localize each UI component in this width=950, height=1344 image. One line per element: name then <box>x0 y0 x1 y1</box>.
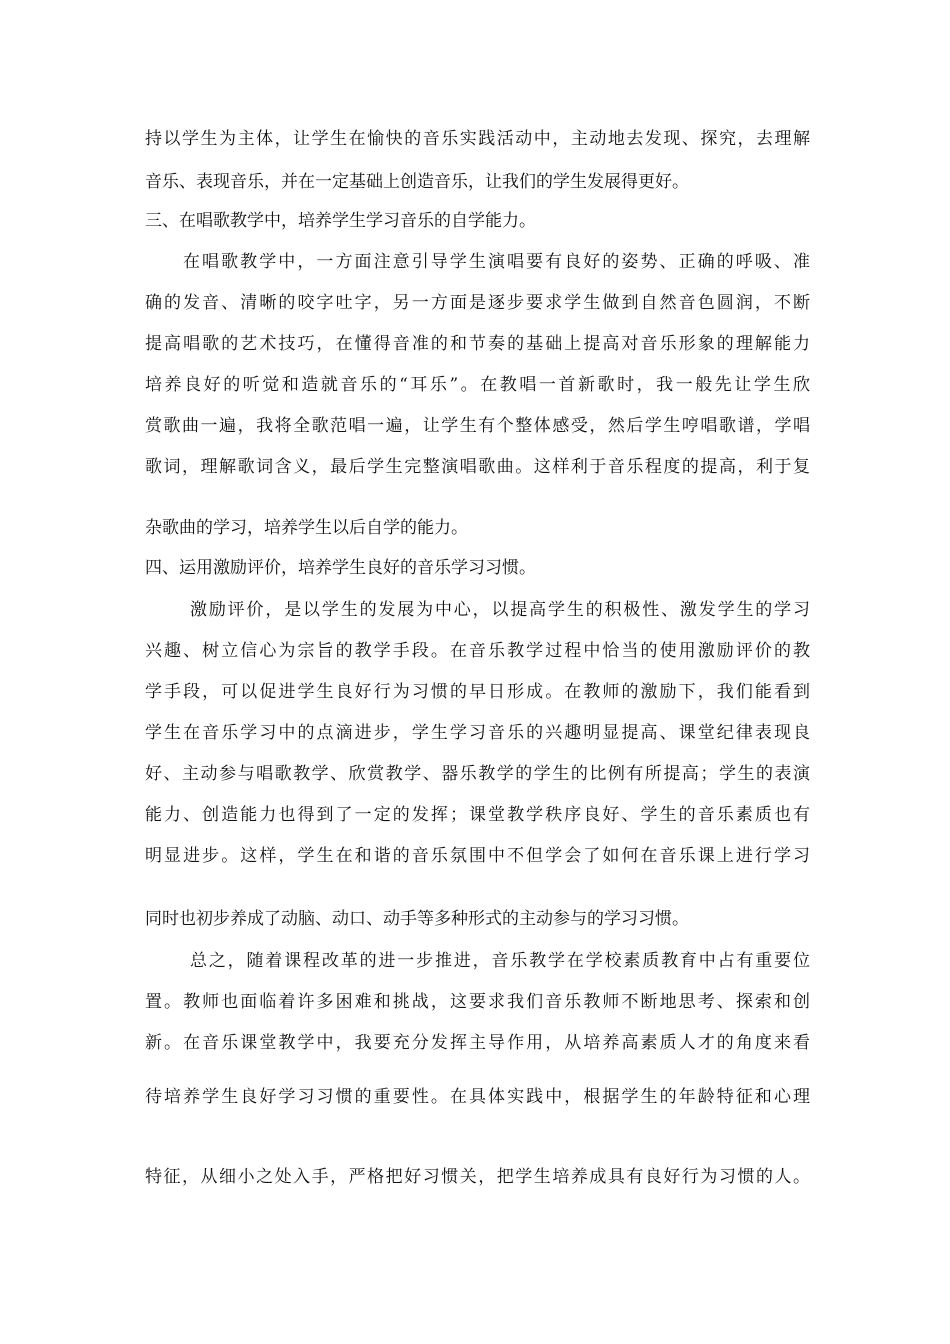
text-line: 赏歌曲一遍，我将全歌范唱一遍，让学生有个整体感受，然后学生哼唱歌谱，学唱 <box>145 416 810 436</box>
text-line: 兴趣、树立信心为宗旨的教学手段。在音乐教学过程中恰当的使用激励评价的教 <box>145 641 810 661</box>
text-line: 杂歌曲的学习，培养学生以后自学的能力。 <box>145 518 468 538</box>
section-heading: 三、在唱歌教学中，培养学生学习音乐的自学能力。 <box>145 211 536 231</box>
text-line: 新。在音乐课堂教学中，我要充分发挥主导作用，从培养高素质人才的角度来看 <box>145 1033 810 1053</box>
text-line: 培养良好的听觉和造就音乐的“耳乐”。在教唱一首新歌时，我一般先让学生欣 <box>145 375 810 395</box>
text-line: 特征，从细小之处入手，严格把好习惯关，把学生培养成具有良好行为习惯的人。 <box>145 1167 810 1187</box>
text-line: 提高唱歌的艺术技巧，在懂得音准的和节奏的基础上提高对音乐形象的理解能力 <box>145 334 810 354</box>
text-line: 待培养学生良好学习习惯的重要性。在具体实践中，根据学生的年龄特征和心理 <box>145 1087 810 1107</box>
text-line: 同时也初步养成了动脑、动口、动手等多种形式的主动参与的学习习惯。 <box>145 909 689 929</box>
text-line: 总之，随着课程改革的进一步推进，音乐教学在学校素质教育中占有重要位 <box>190 951 810 971</box>
text-line: 好、主动参与唱歌教学、欣赏教学、器乐教学的学生的比例有所提高；学生的表演 <box>145 764 810 784</box>
text-line: 在唱歌教学中，一方面注意引导学生演唱要有良好的姿势、正确的呼吸、准 <box>183 252 810 272</box>
text-line: 音乐、表现音乐，并在一定基础上创造音乐，让我们的学生发展得更好。 <box>145 172 689 192</box>
text-line: 持以学生为主体，让学生在愉快的音乐实践活动中，主动地去发现、探究，去理解 <box>145 129 810 149</box>
text-line: 确的发音、清晰的咬字吐字，另一方面是逐步要求学生做到自然音色圆润，不断 <box>145 293 810 313</box>
text-line: 学手段，可以促进学生良好行为习惯的早日形成。在教师的激励下，我们能看到 <box>145 682 810 702</box>
text-line: 明显进步。这样，学生在和谐的音乐氛围中不但学会了如何在音乐课上进行学习 <box>145 846 810 866</box>
text-line: 能力、创造能力也得到了一定的发挥；课堂教学秩序良好、学生的音乐素质也有 <box>145 805 810 825</box>
text-line: 歌词，理解歌词含义，最后学生完整演唱歌曲。这样利于音乐程度的提高，利于复 <box>145 457 810 477</box>
text-line: 激励评价，是以学生的发展为中心，以提高学生的积极性、激发学生的学习 <box>190 600 810 620</box>
section-heading: 四、运用激励评价，培养学生良好的音乐学习习惯。 <box>145 558 536 578</box>
text-line: 置。教师也面临着许多困难和挑战，这要求我们音乐教师不断地思考、探索和创 <box>145 992 810 1012</box>
text-line: 学生在音乐学习中的点滴进步，学生学习音乐的兴趣明显提高、课堂纪律表现良 <box>145 723 810 743</box>
